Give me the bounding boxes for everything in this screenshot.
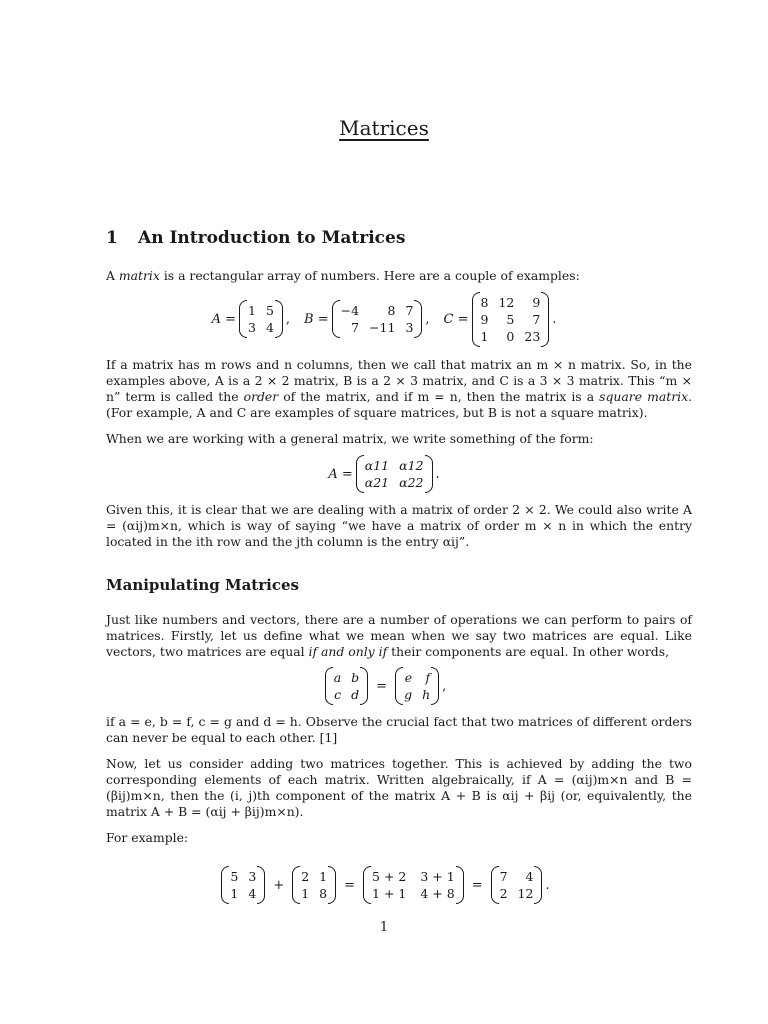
addition-paragraph: Now, let us consider adding two matrices together. This is achieved by adding the two corresponding elements of each matrix. Written algebraically, if A = (αij)m×n and B = (βij)m×n, then the (i, j)th component of the matrix A + B is αij + βij (or, equivalently, the matrix A + B = (αij + βij)m×n). — [106, 756, 692, 819]
subsection-heading: Manipulating Matrices — [106, 576, 299, 594]
matrix-a-cells — [247, 300, 275, 338]
matrix-entry: 23 — [524, 328, 541, 344]
matrix-entry: 2 — [499, 886, 508, 901]
matrix-entry: −4 — [340, 303, 360, 318]
matrix-m3-cells — [371, 866, 456, 904]
matrix-entry: 1 — [301, 886, 310, 901]
matrix-entry: 1 — [319, 869, 328, 884]
matrix-right — [395, 667, 439, 705]
matrix-general-cells — [364, 455, 425, 493]
matrix-entry: 5 — [230, 869, 239, 884]
matrix-m1-cells — [229, 866, 257, 904]
order-term: order — [243, 389, 279, 404]
example-paragraph: For example: — [106, 830, 189, 845]
section-number: 1 — [106, 228, 118, 248]
eq4-plus: + — [273, 877, 285, 893]
matrix-m4-cells — [499, 866, 535, 904]
section-title: An Introduction to Matrices — [138, 228, 406, 248]
matrix-entry: 9 — [532, 294, 541, 310]
matrix-entry: c — [334, 687, 342, 702]
matrix-entry: 0 — [506, 328, 515, 344]
page-number: 1 — [379, 920, 389, 935]
equality-paragraph: if a = e, b = f, c = g and d = h. Observe the crucial fact that two matrices of different orders can never be equal to each other. [1] — [106, 714, 692, 745]
equation-equality — [0, 666, 768, 706]
eq3-end: , — [442, 678, 447, 694]
order-text-5: (For example, A and C are examples of square matrices, but B is not a square matrix). — [106, 405, 648, 420]
matrix-c-cells — [480, 292, 542, 347]
equation-addition-example — [0, 862, 768, 908]
intro-term-matrix: matrix — [118, 268, 160, 283]
order-paragraph — [106, 357, 692, 421]
manip-iff: if and only if — [308, 644, 388, 659]
matrix-entry: 1 + 1 — [372, 886, 407, 901]
matrix-entry: 3 — [247, 320, 256, 335]
intro-text-a: A — [106, 268, 119, 283]
matrix-b — [332, 300, 423, 338]
matrix-entry: 5 + 2 — [372, 869, 407, 884]
matrix-c — [472, 292, 550, 347]
eq2-label: A = — [328, 466, 353, 482]
eq1-label-b: B = — [304, 311, 329, 327]
matrix-m2 — [292, 866, 336, 904]
matrix-a — [239, 300, 283, 338]
eq4-equals-1: = — [344, 877, 356, 893]
eq3-equals: = — [376, 678, 388, 694]
matrix-entry: d — [351, 687, 360, 702]
matrix-m4 — [491, 866, 543, 904]
eq1-sep-1: , — [285, 311, 291, 327]
page-title: Matrices — [339, 116, 429, 140]
matrix-entry: α11 — [364, 458, 390, 473]
general-paragraph: When we are working with a general matrix, we write something of the form: — [106, 431, 594, 446]
matrix-entry: 12 — [498, 294, 515, 310]
matrix-m1 — [221, 866, 265, 904]
matrix-entry: 1 — [230, 886, 239, 901]
matrix-entry: 1 — [480, 328, 489, 344]
matrix-entry: 3 — [248, 869, 257, 884]
matrix-entry: 5 — [265, 303, 274, 318]
matrix-right-cells — [403, 667, 431, 705]
given-paragraph: Given this, it is clear that we are dealing with a matrix of order 2 × 2. We could also write A = (αij)m×n, which is way of saying “we have a matrix of order m × n in which the entry located in the ith row and the jth column is the entry αij”. — [106, 502, 692, 549]
manip-text-1: Just like numbers and vectors, there are a number of operations we can perform to pairs of matrices. Firstly, let us define what we mean when we say two matrices are equal. Like vectors, two matrices are equal — [106, 612, 692, 659]
manipulating-paragraph — [106, 612, 692, 660]
matrix-entry: b — [351, 670, 360, 685]
matrix-entry: 8 — [319, 886, 328, 901]
matrix-entry: 3 + 1 — [420, 869, 455, 884]
matrix-b-cells — [340, 300, 415, 338]
matrix-entry: 7 — [499, 869, 508, 884]
eq1-end: . — [552, 311, 557, 327]
square-matrix-term: square matrix. — [599, 389, 693, 404]
manip-text-3: their components are equal. In other words, — [387, 644, 670, 659]
eq4-end: . — [545, 877, 550, 893]
eq1-sep-2: , — [425, 311, 430, 327]
matrix-m2-cells — [300, 866, 328, 904]
matrix-entry: 7 — [532, 311, 541, 327]
equation-examples — [0, 294, 768, 344]
matrix-general — [356, 455, 433, 493]
matrix-entry: 7 — [405, 303, 414, 318]
intro-text-c: is a rectangular array of numbers. Here are a couple of examples: — [159, 268, 580, 283]
matrix-entry: 5 — [506, 311, 515, 327]
matrix-entry: α22 — [399, 475, 424, 490]
matrix-entry: 8 — [387, 303, 396, 318]
matrix-left — [325, 667, 368, 705]
matrix-entry: h — [422, 687, 431, 702]
eq1-label-c: C = — [443, 311, 469, 327]
matrix-entry: 9 — [480, 311, 489, 327]
matrix-entry: a — [333, 670, 342, 685]
matrix-entry: 3 — [405, 320, 414, 335]
matrix-entry: 7 — [351, 320, 360, 335]
matrix-entry: α12 — [399, 458, 424, 473]
matrix-left-cells — [333, 667, 360, 705]
intro-paragraph — [106, 268, 692, 284]
matrix-entry: 12 — [517, 886, 534, 901]
equation-general — [0, 454, 768, 494]
matrix-entry: 4 — [525, 869, 534, 884]
matrix-entry: 8 — [480, 294, 489, 310]
matrix-entry: α21 — [364, 475, 390, 490]
matrix-entry: 4 — [248, 886, 257, 901]
matrix-entry: f — [425, 670, 431, 685]
matrix-entry: 4 + 8 — [420, 886, 455, 901]
order-text-1: If a matrix has m rows and n columns, then we call that matrix an m × n matrix. So, in the examples above, A is a 2 × 2 matrix, B is a 2 × 3 matrix, and C is a 3 × 3 matrix. This “m × n” term is called the — [106, 357, 692, 404]
matrix-entry: e — [404, 670, 413, 685]
matrix-entry: 4 — [265, 320, 274, 335]
matrix-entry: g — [404, 687, 413, 702]
eq2-end: . — [435, 466, 440, 482]
matrix-entry: −11 — [369, 320, 396, 335]
eq1-label-a: A = — [211, 311, 236, 327]
eq4-equals-2: = — [471, 877, 483, 893]
matrix-entry: 2 — [301, 869, 310, 884]
order-text-3: of the matrix, and if m = n, then the matrix is a — [278, 389, 600, 404]
section-heading — [106, 228, 405, 248]
matrix-m3 — [363, 866, 464, 904]
matrix-entry: 1 — [247, 303, 256, 318]
